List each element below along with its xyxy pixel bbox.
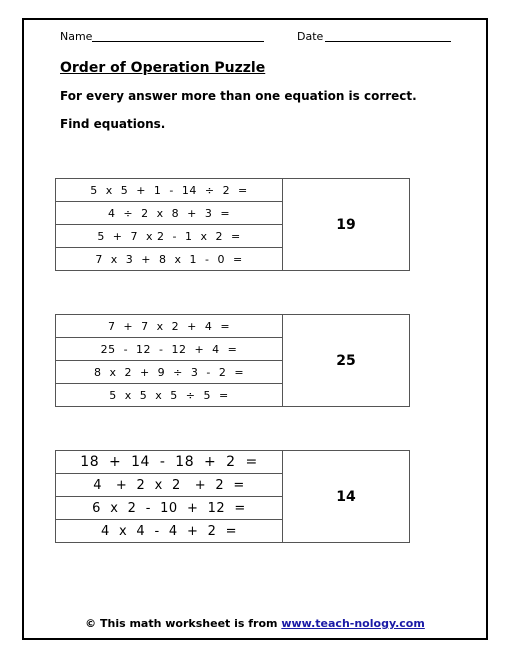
- equation-row: 4 x 4 - 4 + 2 =: [100, 523, 238, 539]
- equation-row: 4 ÷ 2 x 8 + 3 =: [56, 202, 282, 225]
- equation-column: [56, 315, 283, 406]
- equation-row: 7 x 3 + 8 x 1 - 0 =: [95, 252, 243, 266]
- equation-row: 18 + 14 - 18 + 2 =: [56, 451, 282, 474]
- instruction-1: For every answer more than one equation is correct.: [60, 89, 417, 103]
- name-blank-line: [92, 41, 264, 42]
- equation-row: 25 - 12 - 12 + 4 =: [56, 338, 282, 361]
- equation-column: [56, 179, 283, 270]
- equation-row: 5 x 5 x 5 ÷ 5 =: [109, 388, 229, 402]
- instruction-2: Find equations.: [60, 117, 166, 131]
- equation-column: [56, 451, 283, 542]
- answer-cell: 14: [336, 488, 356, 505]
- footer-text: © This math worksheet is from: [85, 617, 282, 630]
- equation-row: 4 + 2 x 2 + 2 =: [56, 474, 282, 497]
- equation-row: 5 + 7 x 2 - 1 x 2 =: [56, 225, 282, 248]
- puzzle-table-3: [55, 450, 410, 543]
- equation-row: 6 x 2 - 10 + 12 =: [56, 497, 282, 520]
- worksheet-title: Order of Operation Puzzle: [60, 60, 266, 76]
- footer: [0, 617, 510, 630]
- equation-row: 7 + 7 x 2 + 4 =: [56, 315, 282, 338]
- answer-cell: 25: [336, 352, 356, 369]
- equation-row: 5 x 5 + 1 - 14 ÷ 2 =: [56, 179, 282, 202]
- equation-row: 8 x 2 + 9 ÷ 3 - 2 =: [56, 361, 282, 384]
- date-blank-line: [325, 41, 451, 42]
- answer-cell: 19: [336, 216, 356, 233]
- date-label: Date: [297, 30, 324, 43]
- puzzle-table-1: [55, 178, 410, 271]
- puzzle-table-2: [55, 314, 410, 407]
- footer-link[interactable]: www.teach-nology.com: [281, 617, 425, 630]
- name-label: Name: [60, 30, 93, 43]
